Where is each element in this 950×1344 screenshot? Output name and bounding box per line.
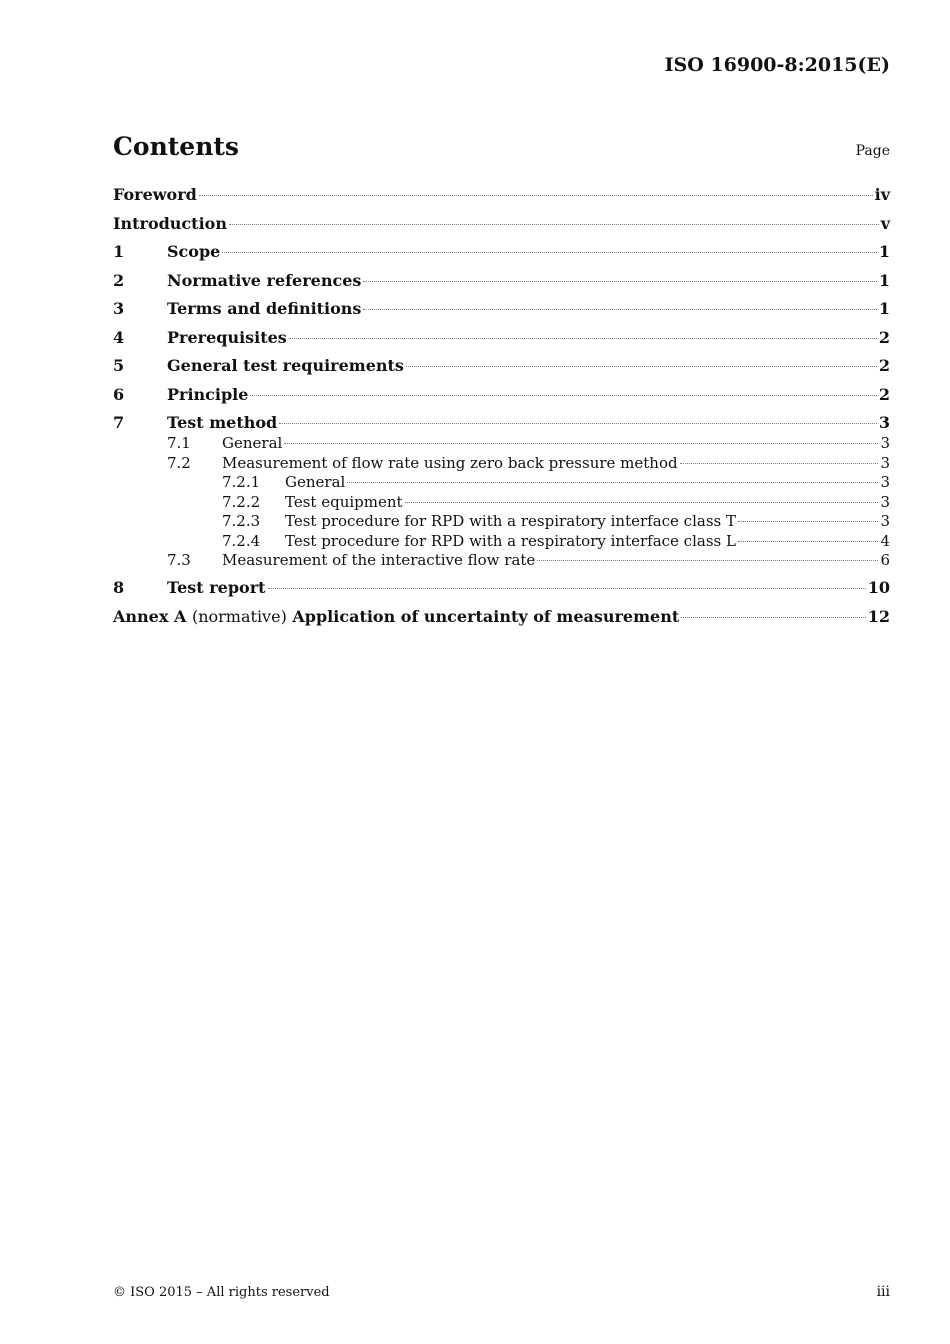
- dot-leader: [279, 423, 877, 424]
- toc-entry-number: 1: [113, 242, 125, 261]
- toc-entry-5[interactable]: [113, 356, 890, 385]
- toc-entry-3[interactable]: [113, 299, 890, 328]
- page-column-label: Page: [855, 143, 890, 159]
- toc-entry-title: Prerequisites: [167, 327, 287, 347]
- toc-entry-page: 1: [878, 299, 890, 318]
- toc-entry-page: 12: [867, 606, 890, 626]
- toc-entry-title: Introduction: [113, 213, 227, 233]
- annex-type: (normative): [191, 606, 287, 626]
- toc-entry-7-2-4[interactable]: [113, 532, 890, 552]
- toc-entry-page: 4: [880, 531, 890, 550]
- toc-entry-page: 2: [878, 356, 890, 375]
- toc-entry-number: 2: [113, 270, 125, 290]
- toc-entry-7-2-2[interactable]: [113, 493, 890, 513]
- toc-entry-title: Test method: [167, 413, 278, 432]
- toc-entry-foreword[interactable]: [113, 185, 890, 214]
- toc-entry-page: iv: [874, 185, 890, 204]
- toc-entry-title: Normative references: [167, 270, 362, 290]
- toc-entry-page: 3: [880, 473, 890, 491]
- dot-leader: [250, 395, 876, 396]
- toc-entry-number: 6: [113, 384, 125, 404]
- toc-entry-number: 7.2.2: [222, 492, 261, 511]
- dot-leader: [222, 252, 877, 253]
- toc-entry-6[interactable]: [113, 385, 890, 414]
- toc-entry-title: Test procedure for RPD with a respiratory interface class L: [285, 531, 736, 550]
- dot-leader: [363, 309, 876, 310]
- toc-entry-number: 5: [113, 356, 125, 375]
- toc-entry-number: 7.2.1: [222, 473, 261, 491]
- dot-leader: [199, 195, 873, 196]
- toc-entry-page: v: [880, 213, 890, 233]
- table-of-contents: [113, 185, 890, 635]
- toc-entry-annex-a[interactable]: [113, 607, 890, 636]
- toc-entry-title: Scope: [167, 242, 221, 261]
- dot-leader: [284, 443, 878, 444]
- toc-entry-title: [113, 607, 679, 626]
- toc-entry-title: Measurement of flow rate using zero back pressure method: [222, 453, 678, 472]
- toc-entry-introduction[interactable]: [113, 214, 890, 243]
- footer-page-number: iii: [876, 1284, 890, 1300]
- toc-entry-page: 3: [880, 434, 890, 452]
- toc-entry-7-3[interactable]: [113, 551, 890, 578]
- toc-entry-number: 7: [113, 413, 125, 432]
- toc-entry-4[interactable]: [113, 328, 890, 357]
- dot-leader: [347, 482, 878, 483]
- annex-label: Annex A: [113, 606, 187, 626]
- toc-entry-page: 3: [878, 413, 890, 432]
- toc-entry-page: 3: [880, 453, 890, 472]
- toc-entry-title: General test requirements: [167, 356, 404, 375]
- toc-entry-page: 2: [878, 327, 890, 347]
- toc-entry-number: 3: [113, 299, 125, 318]
- contents-title: Contents: [113, 132, 240, 161]
- toc-entry-7-2-3[interactable]: [113, 512, 890, 532]
- toc-entry-title: Foreword: [113, 185, 197, 204]
- toc-entry-number: 7.3: [167, 551, 191, 569]
- dot-leader: [406, 366, 877, 367]
- toc-entry-page: 10: [867, 578, 890, 597]
- toc-entry-page: 2: [878, 384, 890, 404]
- dot-leader: [738, 541, 879, 542]
- toc-entry-7-1[interactable]: [113, 434, 890, 454]
- footer-copyright: © ISO 2015 – All rights reserved: [113, 1285, 330, 1300]
- dot-leader: [405, 502, 879, 503]
- dot-leader: [738, 521, 878, 522]
- document-reference: ISO 16900-8:2015(E): [664, 54, 890, 76]
- toc-entry-number: 4: [113, 327, 125, 347]
- toc-entry-number: 7.2.4: [222, 531, 261, 550]
- toc-entry-number: 8: [113, 578, 125, 597]
- toc-entry-page: 3: [880, 512, 890, 530]
- toc-entry-title: Principle: [167, 384, 249, 404]
- toc-entry-page: 6: [880, 551, 890, 569]
- toc-entry-title: Measurement of the interactive flow rate: [222, 551, 536, 569]
- toc-entry-page: 1: [878, 270, 890, 290]
- toc-entry-number: 7.1: [167, 434, 191, 452]
- dot-leader: [363, 281, 876, 282]
- toc-entry-number: 7.2: [167, 453, 191, 472]
- annex-title: Application of uncertainty of measurement: [292, 606, 680, 626]
- dot-leader: [681, 617, 865, 618]
- toc-entry-2[interactable]: [113, 271, 890, 300]
- toc-entry-title: Test procedure for RPD with a respiratory interface class T: [285, 512, 736, 530]
- dot-leader: [680, 463, 879, 464]
- dot-leader: [268, 588, 866, 589]
- toc-entry-page: 3: [880, 492, 890, 511]
- toc-entry-number: 7.2.3: [222, 512, 261, 530]
- dot-leader: [537, 560, 878, 561]
- toc-entry-title: General: [285, 473, 346, 491]
- toc-entry-title: Terms and definitions: [167, 299, 362, 318]
- toc-entry-title: Test equipment: [285, 492, 403, 511]
- toc-entry-title: General: [222, 434, 283, 452]
- dot-leader: [289, 338, 877, 339]
- toc-entry-7-2[interactable]: [113, 454, 890, 474]
- toc-entry-8[interactable]: [113, 578, 890, 607]
- toc-entry-7[interactable]: [113, 413, 890, 434]
- toc-entry-title: Test report: [167, 578, 266, 597]
- dot-leader: [229, 224, 879, 225]
- toc-entry-1[interactable]: [113, 242, 890, 271]
- toc-entry-7-2-1[interactable]: [113, 473, 890, 493]
- toc-entry-page: 1: [878, 242, 890, 261]
